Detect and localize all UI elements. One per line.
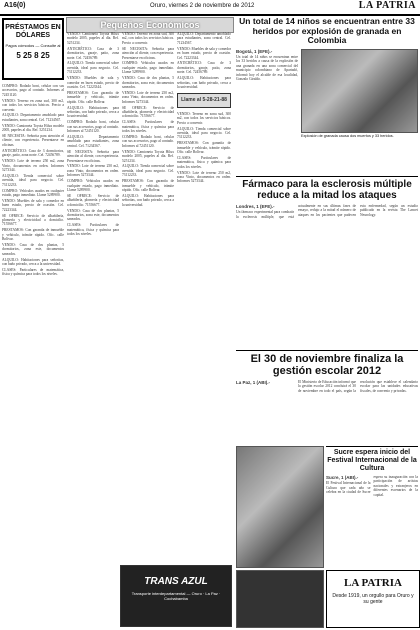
list-item: ALQUILO: Habitaciones para señoritas, con baño privado, cerca a la universidad. (67, 105, 119, 119)
list-item: COMPRO: Rodado boni, celular con sus accesorios, pago al contado. Informes al 72451120. (67, 120, 119, 134)
list-item: ALQUILO: Habitaciones para señoritas, con baño privado, cerca a la universidad. (122, 193, 174, 207)
list-item: ANTICRÉTICO: Casa de 3 dormitorios, garaje, patio, zona norte. Cel. 72456789. (2, 148, 64, 158)
list-item: SE NECESITA: Señorita para atención al cliente, con experiencia. Presentarse en oficinas. (67, 149, 119, 163)
list-item: VENDO: Lote de terreno 250 m2, zona Vinto, documentos en orden. Informes 5273344. (2, 159, 64, 172)
lateral-ad (177, 93, 231, 107)
list-item: SE OFRECE: Servicio de albañilería, plomería y electricidad a domicilio. 71556677. (122, 105, 174, 119)
list-item: SE NECESITA: Señorita para atención al cliente, con experiencia. Presentarse en oficinas. (2, 134, 64, 147)
bottom-ad-photo (236, 570, 324, 628)
list-item: ALQUILO: Habitaciones para señoritas, con baño privado, cerca a la universidad. (2, 257, 64, 267)
list-item: COMPRO: Vehículos usados en cualquier estado, pago inmediato. Llame 5289900. (67, 179, 119, 192)
list-item: COMPRO: Vehículos usados en cualquier estado, pago inmediato. Llame 5289900. (2, 188, 64, 197)
list-item: ALQUILO: Tienda comercial sobre avenida, ideal para negocio. Cel. 73112233. (122, 164, 174, 178)
byline-festival: Sucre, 1 (ABI).- (326, 475, 359, 480)
article-lead-gestion: El Ministerio de Educación informó que la gestión escolar 2012 concluirá el 30 de noviembre en todo el país, según la resolución que establece el calendario escolar para las unidades educativas fiscales, de convenio y privadas. (298, 380, 418, 393)
news-farmaco (236, 176, 418, 347)
list-item: VENDO: Casa de dos plantas, 5 dormitorios, zona este, documentos saneados. (122, 76, 174, 89)
list-item: COMPRO: Rodado boni, celular con sus accesorios, pago al contado. Informes al 72451120. (2, 84, 64, 97)
prestamos-ad-title: PRÉSTAMOS EN DÓLARES (5, 24, 61, 39)
list-item: VENDO: Terreno en zona sud, 300 m2, con todos los servicios básicos. Precio a convenir. (122, 32, 174, 45)
list-item: PRESTAMOS: Con garantía de inmueble y vehículo, trámite rápido. Ofic. calle Bolívar. (177, 141, 231, 155)
list-item: COMPRO: Rodado boni, celular con sus accesorios, pago al contado. Informes al 72451120. (122, 135, 174, 148)
news-gestion (236, 350, 418, 445)
headline-farmaco: Fármaco para la esclerosis múltiple reduce a la mitad los ataques (242, 179, 412, 201)
list-item: PRESTAMOS: Con garantía de inmueble y vehículo, trámite rápido. Ofic. calle Bolívar. (122, 179, 174, 192)
promo-title: LA PATRIA (344, 577, 402, 589)
explosion-photo (301, 49, 418, 133)
business-name: TRANS AZUL (144, 576, 208, 587)
list-item: VENDO: Casa de dos plantas, 5 dormitorios, zona este, documentos saneados. (67, 208, 119, 222)
list-item: CLASES: Particulares de matemática, física y química para todos los niveles. (67, 223, 119, 237)
article-lead-festival: El Festival Internacional de la Cultura que cada año se celebra en la ciudad de Sucre espera su inauguración con la participación de artistas nacionales y extranjeros en diferentes escenarios de la capital. (326, 475, 418, 497)
article-body-explosion (236, 49, 301, 138)
list-item: ANTICRÉTICO: Casa de 3 dormitorios, garaje, patio, zona norte. Cel. 72456789. (177, 61, 231, 75)
list-item: CLASES: Particulares de matemática, física y química para todos los niveles. (177, 155, 231, 169)
gestion-photo (236, 446, 324, 568)
news-explosion (236, 17, 418, 167)
issue-date: Oruro, viernes 2 de noviembre de 2012 (150, 3, 255, 9)
footer-promo (326, 570, 420, 628)
list-item: ALQUILO: Tienda comercial sobre avenida, ideal para negocio. Cel. 73112233. (177, 126, 231, 140)
section-band-classifieds: Pequeños Económicos (66, 17, 234, 33)
list-item: SE NECESITA: Señorita para atención al cliente, con experiencia. Presentarse en oficinas. (122, 46, 174, 60)
list-item: VENDO: Muebles de sala y comedor en buen estado, precio de ocasión. Cel. 72223344. (177, 46, 231, 60)
promo-subtitle: Desde 1919, un orgullo para Oruro y su gente (332, 593, 414, 605)
article-lead-farmaco: Un fármaco experimental para combatir la esclerosis múltiple, que está actualmente en sus últimas fases de ensayo, redujo a la mitad el número de ataques en los pacientes que padecen esta enfermedad, según un estudio publicado en la revista The Lancet Neurology. (236, 204, 418, 219)
masthead: LA PATRIA (358, 0, 416, 11)
bottom-business-ad (120, 565, 232, 627)
list-item: PRESTAMOS: Con garantía de inmueble y vehículo, trámite rápido. Ofic. calle Bolívar. (67, 90, 119, 104)
list-item: VENDO: Casa de dos plantas, 5 dormitorios, zona este, documentos saneados. (2, 243, 64, 256)
article-lead-explosion: Un total de 14 niños se encuentran entre los 33 heridos a causa de la explosión de una granada en una zona comercial del municipio colombiano de Apartadó, informó hoy el alcalde de esa localidad, Gonzalo Giraldo. (236, 54, 298, 81)
classifieds-column-3 (122, 32, 174, 562)
page-header (0, 0, 420, 16)
page-number: A16(0) (4, 2, 26, 9)
list-item: ALQUILO: Tienda comercial sobre avenida, ideal para negocio. Cel. 73112233. (2, 173, 64, 187)
byline-explosion: Bogotá, 1 (EFE).- (236, 48, 273, 54)
list-item: ALQUILO: Habitaciones para señoritas, con baño privado, cerca a la universidad. (177, 76, 231, 89)
news-festival (326, 446, 418, 569)
list-item: VENDO: Lote de terreno 250 m2, zona Vinto, documentos en orden. Informes 5273344. (122, 90, 174, 104)
article-body-festival (326, 475, 418, 497)
list-item: VENDO: Lote de terreno 250 m2, zona Vinto, documentos en orden. Informes 5273344. (67, 164, 119, 178)
list-item: VENDO: Camioneta Toyota Hilux modelo 2005, papeles al día. Ref. 5251234. (122, 149, 174, 163)
list-item: SE OFRECE: Servicio de albañilería, plomería y electricidad a domicilio. 71556677. (2, 213, 64, 227)
list-item: ALQUILO: Tienda comercial sobre avenida, ideal para negocio. Cel. 73112233. (67, 61, 119, 75)
prestamos-ad-phone: 5 25 8 25 (16, 51, 50, 60)
headline-festival: Sucre espera inicio del Festival Internacional de la Cultura (327, 449, 417, 472)
list-item: VENDO: Camioneta Toyota Hilux modelo 2005, papeles al día. Ref. 5251234. (67, 32, 119, 45)
classifieds-column-1 (2, 18, 64, 628)
byline-farmaco: Londres, 1 (EFE).- (236, 204, 275, 209)
list-item: ALQUILO: Departamento amoblado para estudiantes, zona central. Cel. 71234567. (67, 135, 119, 148)
prestamos-ad-sub: Pagos cómodos — Consulte al (5, 43, 61, 48)
photo-caption: Explosión de granada causa dos muertos y 33 heridos. (301, 133, 394, 138)
list-item: VENDO: Terreno en zona sud, 300 m2, con todos los servicios básicos. Precio a convenir. (2, 98, 64, 112)
byline-gestion: La Paz, 1 (ABI).- (236, 380, 271, 385)
list-item: VENDO: Lote de terreno 250 m2, zona Vinto, documentos en orden. Informes 5273344. (177, 170, 231, 184)
article-body-gestion (236, 380, 418, 393)
list-item: VENDO: Terreno en zona sud, 300 m2, con todos los servicios básicos. Precio a convenir. (177, 111, 231, 125)
list-item: COMPRO: Vehículos usados en cualquier estado, pago inmediato. Llame 5289900. (122, 61, 174, 75)
list-item: CLASES: Particulares de matemática, física y química para todos los niveles. (2, 268, 64, 277)
list-item: PRESTAMOS: Con garantía de inmueble y vehículo, trámite rápido. Ofic. calle Bolívar. (2, 228, 64, 242)
classifieds-column-2 (67, 32, 119, 562)
list-item: SE OFRECE: Servicio de albañilería, plomería y electricidad a domicilio. 71556677. (67, 193, 119, 207)
classifieds-column-4 (177, 32, 231, 562)
list-item: ANTICRÉTICO: Casa de 3 dormitorios, garaje, patio, zona norte. Cel. 72456789. (67, 46, 119, 60)
article-body-farmaco (236, 204, 418, 219)
classifieds-list-1 (2, 84, 64, 277)
list-item: VENDO: Camioneta Toyota Hilux modelo 2005, papeles al día. Ref. 5251234. (2, 123, 64, 133)
business-line: Transporte interdepartamental — Oruro · La Paz · Cochabamba (131, 591, 221, 601)
lateral-ad-phone: Llame al 5-28-21-88 (181, 97, 227, 104)
list-item: ALQUILO: Departamento amoblado para estudiantes, zona central. Cel. 71234567. (2, 113, 64, 122)
list-item: VENDO: Muebles de sala y comedor en buen estado, precio de ocasión. Cel. 72223344. (2, 198, 64, 212)
prestamos-ad (2, 18, 64, 80)
list-item: ALQUILO: Departamento amoblado para estudiantes, zona central. Cel. 71234567. (177, 32, 231, 45)
list-item: VENDO: Muebles de sala y comedor en buen estado, precio de ocasión. Cel. 72223344. (67, 76, 119, 89)
list-item: CLASES: Particulares de matemática, física y química para todos los niveles. (122, 120, 174, 134)
headline-explosion: Un total de 14 niños se encuentran entre 33 heridos por explosión de granada en Colombia (239, 17, 415, 45)
headline-gestion: El 30 de noviembre finaliza la gestión escolar 2012 (250, 353, 404, 377)
